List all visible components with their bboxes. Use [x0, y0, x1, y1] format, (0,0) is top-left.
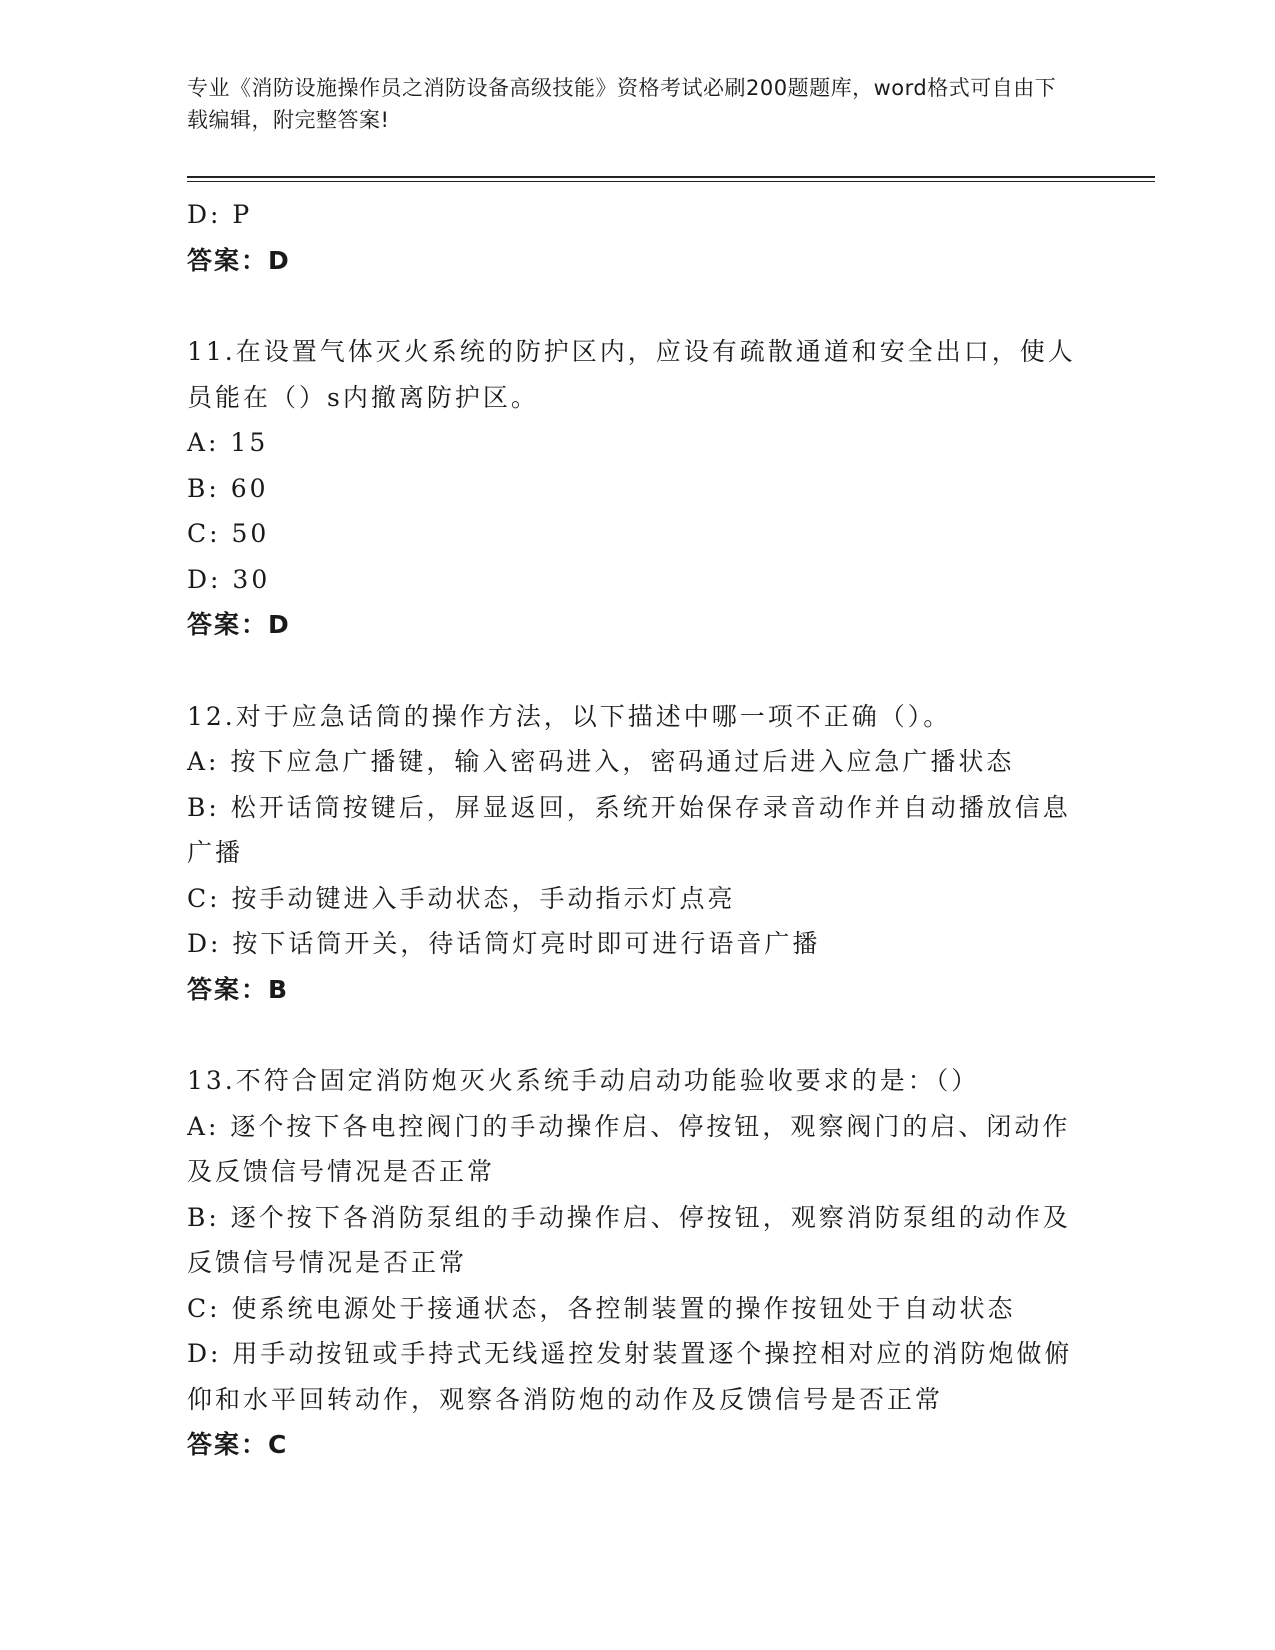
- question-stem: 13.不符合固定消防炮灭火系统手动启动功能验收要求的是：（）: [187, 1066, 980, 1095]
- question-answer: 答案：B: [187, 974, 290, 1004]
- option-d: D: 30: [187, 564, 271, 594]
- option-b: B: 60: [187, 473, 269, 503]
- document-body: [187, 192, 1087, 1468]
- option-c: C: 50: [187, 519, 270, 548]
- option-c: C: 按手动键进入手动状态，手动指示灯点亮: [187, 883, 736, 913]
- header-divider-thick: [187, 176, 1155, 178]
- prev-option-d: D: P: [187, 200, 253, 229]
- question-answer: 答案：C: [187, 1430, 289, 1459]
- option-a: A: 15: [187, 428, 269, 457]
- option-c: C: 使系统电源处于接通状态，各控制装置的操作按钮处于自动状态: [187, 1293, 1016, 1323]
- question-13: [187, 1058, 1087, 1468]
- question-answer: 答案：D: [187, 610, 291, 639]
- document-page: [187, 72, 1097, 1468]
- option-a: A: 按下应急广播键，输入密码进入，密码通过后进入应急广播状态: [187, 747, 1015, 776]
- question-11: [187, 329, 1087, 648]
- question-stem: 12.对于应急话筒的操作方法，以下描述中哪一项不正确（）。: [187, 701, 952, 731]
- option-d: D: 按下话筒开关，待话筒灯亮时即可进行语音广播: [187, 929, 821, 958]
- option-d: D: 用手动按钮或手持式无线遥控发射装置逐个操控相对应的消防炮做俯仰和水平回转动作，观察各消防炮的动作及反馈信号是否正常: [187, 1339, 1073, 1414]
- question-stem: 11.在设置气体灭火系统的防护区内，应设有疏散通道和安全出口，使人员能在（）s内撤离防护区。: [187, 337, 1076, 412]
- question-12: [187, 694, 1087, 1013]
- page-header: 专业《消防设施操作员之消防设备高级技能》资格考试必刷200题题库，word格式可自由下载编辑，附完整答案!: [187, 76, 1057, 132]
- option-b: B: 逐个按下各消防泵组的手动操作启、停按钮，观察消防泵组的动作及反馈信号情况是否正常: [187, 1202, 1071, 1277]
- option-a: A: 逐个按下各电控阀门的手动操作启、停按钮，观察阀门的启、闭动作及反馈信号情况是否正常: [187, 1111, 1071, 1186]
- option-b: B: 松开话筒按键后，屏显返回，系统开始保存录音动作并自动播放信息广播: [187, 792, 1071, 867]
- prev-answer: 答案：D: [187, 245, 291, 275]
- header-divider-thin: [187, 181, 1155, 182]
